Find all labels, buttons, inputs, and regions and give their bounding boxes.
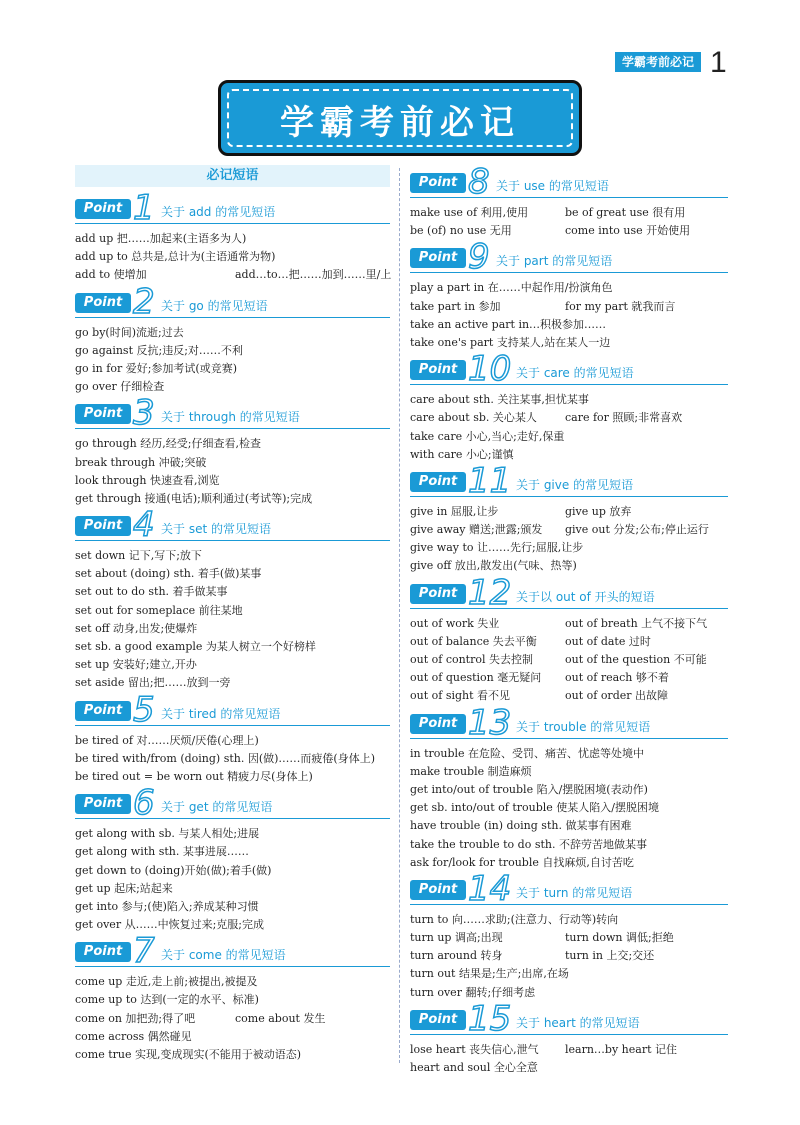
phrase-row [75,230,390,248]
phrase-text: set aside 留出;把……放到一旁 [75,676,231,690]
phrase-text: come about 发生 [235,1011,326,1025]
phrase-row [75,732,390,750]
point-badge: Point [410,1010,466,1030]
phrase-text: take the trouble to do sth. 不辞劳苦地做某事 [410,837,647,851]
phrase-row [75,674,390,692]
point-title: 关于 turn 的常见短语 [516,885,633,900]
phrase-text: go against 反抗;违反;对……不利 [75,343,243,357]
phrase-text: turn up 调高;出现 [410,931,503,945]
page-title: 学霸考前必记 [280,103,520,143]
phrase-row [410,539,728,557]
point-title: 关于 come 的常见短语 [161,948,286,963]
point-badge: Point [410,584,466,604]
phrase-row [75,1028,390,1046]
phrase-text: set out to do sth. 着手做某事 [75,585,228,599]
point-badge: Point [75,701,131,721]
column-divider [399,168,400,1063]
point-header [410,572,728,613]
phrase-row [410,334,728,352]
point-header [75,931,390,972]
point-title: 关于 add 的常见短语 [161,205,276,219]
phrase-row [410,836,728,854]
phrase-text: ask for/look for trouble 自找麻烦,自讨苦吃 [410,855,634,869]
phrase-text: out of balance 失去平衡 [410,634,537,648]
phrase-text: get through 接通(电话);顺利通过(考试等);完成 [75,491,313,505]
phrase-text: add up 把……加起来(主语多为人) [75,232,247,245]
phrase-text: come on 加把劲;得了吧 [75,1011,196,1025]
phrase-text: out of order 出故障 [565,689,669,703]
point-number: 6 [133,783,155,824]
point-number: 2 [133,281,155,322]
phrase-row [410,615,728,633]
phrase-text: be tired out = be worn out 精疲力尽(身体上) [75,769,313,783]
phrase-row [410,316,728,334]
phrase-text: out of the question 不可能 [565,653,707,666]
phrase-text: out of reach 够不着 [565,671,669,685]
point-title: 关于 through 的常见短语 [161,410,300,425]
phrase-row [75,583,390,601]
point-number: 10 [468,349,512,390]
phrase-text: get along with sb. 与某人相处;进展 [75,827,260,841]
phrase-text: set about (doing) sth. 着手(做)某事 [75,567,262,581]
phrase-text: give way to 让……先行;屈服,让步 [410,541,584,555]
phrase-text: add to 使增加 [75,268,147,282]
point-badge: Point [75,516,131,536]
point-header [410,868,728,909]
phrase-row [410,799,728,817]
phrase-row [410,204,728,222]
phrase-row [75,750,390,768]
point-header [75,393,390,434]
phrase-text: come up 走近,走上前;被提出,被提及 [75,975,258,989]
phrase-text: take part in 参加 [410,299,501,313]
phrase-text: get up 起床;站起来 [75,881,173,895]
phrase-text: come into use 开始使用 [565,224,691,238]
phrase-row [75,880,390,898]
phrase-row [75,991,390,1009]
point-title: 关于以 out of 开头的短语 [516,589,655,604]
point-title: 关于 heart 的常见短语 [516,1015,640,1030]
point-number: 4 [133,505,155,546]
phrase-text: care about sth. 关注某事,担忧某事 [410,393,589,407]
phrase-text: set up 安装好;建立,开办 [75,658,197,672]
point-title: 关于 get 的常见短语 [161,800,273,815]
point-header [410,162,728,202]
phrase-text: care about sb. 关心某人 [410,411,537,425]
phrase-text: lose heart 丧失信心,泄气 [410,1042,539,1056]
point-number: 1 [133,188,155,228]
phrase-text: give in 屈服,让步 [410,504,499,518]
point-title: 关于 part 的常见短语 [496,254,613,269]
phrase-text: out of work 失业 [410,616,500,630]
phrase-text: turn to 向……求助;(注意力、行动等)转向 [410,912,619,926]
right-column [410,162,728,1077]
point-header [75,783,390,824]
point-badge: Point [410,880,466,900]
phrase-row [75,248,390,266]
point-number: 12 [468,572,512,613]
left-column [75,165,390,1064]
phrase-text: go through 经历,经受;仔细查看,检查 [75,437,261,451]
phrase-row [410,279,728,297]
phrase-text: get into 参与;(使)陷入;养成某种习惯 [75,899,259,913]
point-header [75,188,390,228]
phrase-text: out of sight 看不见 [410,689,511,703]
page-number: 1 [710,46,727,79]
phrase-text: make trouble 制造麻烦 [410,764,532,778]
phrase-text: out of date 过时 [565,634,651,648]
header-tag: 学霸考前必记 [615,52,701,72]
phrase-text: turn around 转身 [410,949,503,963]
phrase-text: out of control 失去控制 [410,653,533,666]
phrase-row [410,409,728,427]
phrase-text: give off 放出,散发出(气味、热等) [410,559,577,573]
point-title: 关于 give 的常见短语 [516,477,634,492]
title-banner [218,80,582,156]
phrase-text: come up to 达到(一定的水平、标准) [75,993,259,1007]
phrase-text: turn in 上交;交还 [565,949,655,963]
point-number: 14 [468,868,512,909]
phrase-row [75,472,390,490]
point-badge: Point [410,360,466,380]
phrase-row [410,633,728,651]
point-header [410,460,728,501]
phrase-text: set sb. a good example 为某人树立一个好榜样 [75,640,316,653]
section-heading: 必记短语 [75,165,390,187]
phrase-text: break through 冲破;突破 [75,455,207,469]
phrase-text: turn down 调低;拒绝 [565,931,674,945]
phrase-text: give up 放弃 [565,504,632,518]
phrase-row [410,222,728,240]
phrase-text: take an active part in…积极参加…… [410,317,607,331]
phrase-row [410,391,728,409]
point-badge: Point [410,714,466,734]
phrase-text: learn…by heart 记住 [565,1042,678,1056]
phrase-text: get over 从……中恢复过来;克服;完成 [75,918,264,932]
phrase-row [75,1010,390,1028]
phrase-row [75,916,390,934]
phrase-row [75,435,390,453]
phrase-row [410,763,728,781]
phrase-text: give out 分发;公布;停止运行 [565,523,709,537]
phrase-row [75,360,390,378]
phrase-text: make use of 利用,使用 [410,206,529,219]
phrase-text: come across 偶然碰见 [75,1029,192,1043]
phrase-text: set down 记下,写下;放下 [75,549,202,563]
point-number: 11 [468,460,512,501]
phrase-text: look through 快速查看,浏览 [75,473,220,487]
phrase-text: go by(时间)流逝;过去 [75,325,184,339]
phrase-text: have trouble (in) doing sth. 做某事有困难 [410,819,632,833]
phrase-row [75,266,390,284]
phrase-row [75,547,390,565]
phrase-row [75,378,390,396]
phrase-text: heart and soul 全心全意 [410,1061,538,1074]
point-title: 关于 tired 的常见短语 [161,706,281,721]
phrase-text: with care 小心;谨慎 [410,447,514,461]
phrase-text: add up to 总共是,总计为(主语通常为物) [75,250,276,264]
phrase-text: out of question 毫无疑问 [410,671,542,685]
point-header [75,505,390,546]
phrase-text: add…to…把……加到……里/上 [235,268,392,282]
point-badge: Point [75,404,131,424]
phrase-text: turn over 翻转;仔细考虑 [410,985,536,999]
point-number: 8 [468,162,490,202]
point-title: 关于 go 的常见短语 [161,298,268,313]
phrase-row [75,768,390,786]
point-number: 15 [468,998,512,1039]
phrase-row [410,854,728,872]
point-title: 关于 trouble 的常见短语 [516,719,651,734]
phrase-text: go over 仔细检查 [75,380,165,394]
phrase-row [410,984,728,1002]
phrase-row [75,825,390,843]
phrase-text: get into/out of trouble 陷入/摆脱困境(表动作) [410,782,648,796]
phrase-row [410,298,728,316]
phrase-row [75,638,390,656]
phrase-row [410,428,728,446]
phrase-row [75,843,390,861]
phrase-row [75,862,390,880]
phrase-row [75,565,390,583]
phrase-row [410,1059,728,1077]
phrase-text: care for 照顾;非常喜欢 [565,411,683,425]
phrase-row [75,602,390,620]
phrase-text: take one's part 支持某人,站在某人一边 [410,335,611,349]
phrase-text: turn out 结果是;生产;出席,在场 [410,967,569,981]
phrase-row [410,1041,728,1059]
point-badge: Point [410,472,466,492]
phrase-row [410,651,728,669]
phrase-row [75,454,390,472]
point-badge: Point [75,199,131,219]
phrase-row [410,781,728,799]
point-number: 5 [133,689,155,730]
phrase-row [410,503,728,521]
phrase-text: get along with sth. 某事进展…… [75,845,249,859]
phrase-row [75,490,390,508]
point-number: 7 [133,931,155,972]
phrase-text: out of breath 上气不接下气 [565,616,708,630]
phrase-text: be of great use 很有用 [565,206,686,219]
phrase-row [410,947,728,965]
phrase-text: get down to (doing)开始(做);着手(做) [75,863,272,877]
phrase-row [75,973,390,991]
point-badge: Point [75,293,131,313]
point-title: 关于 use 的常见短语 [496,179,609,193]
phrase-row [410,557,728,575]
phrase-row [75,620,390,638]
phrase-row [410,687,728,705]
phrase-row [410,929,728,947]
point-header [75,689,390,730]
phrase-text: be tired of 对……厌烦/厌倦(心理上) [75,733,259,747]
phrase-row [410,745,728,763]
phrase-row [75,1046,390,1064]
point-badge: Point [410,173,466,193]
phrase-row [410,965,728,983]
phrase-text: in trouble 在危险、受罚、痛苦、忧虑等处境中 [410,746,645,760]
phrase-row [75,656,390,674]
point-number: 9 [468,237,490,278]
phrase-text: give away 赠送;泄露;颁发 [410,523,543,537]
point-number: 3 [133,393,155,434]
point-header [410,349,728,390]
point-header [410,998,728,1039]
phrase-text: go in for 爱好;参加考试(或竞赛) [75,361,237,375]
phrase-text: come true 实现,变成现实(不能用于被动语态) [75,1048,302,1061]
phrase-row [410,817,728,835]
phrase-text: play a part in 在……中起作用/扮演角色 [410,281,613,295]
point-title: 关于 care 的常见短语 [516,366,634,381]
phrase-row [410,911,728,929]
phrase-row [410,446,728,464]
point-header [410,702,728,743]
phrase-text: for my part 就我而言 [565,299,676,313]
phrase-row [75,898,390,916]
phrase-row [410,669,728,687]
phrase-row [75,342,390,360]
phrase-row [75,324,390,342]
phrase-text: get sb. into/out of trouble 使某人陷入/摆脱困境 [410,801,659,815]
phrase-text: be tired with/from (doing) sth. 因(做)……而疲倦(身体上) [75,751,376,765]
phrase-text: set off 动身,出发;使爆炸 [75,621,198,635]
point-header [75,281,390,322]
point-title: 关于 set 的常见短语 [161,522,271,537]
phrase-text: be (of) no use 无用 [410,224,512,238]
point-header [410,237,728,278]
phrase-text: take care 小心,当心;走好,保重 [410,429,565,443]
point-badge: Point [410,248,466,268]
point-badge: Point [75,794,131,814]
point-number: 13 [468,702,512,743]
phrase-text: set out for someplace 前往某地 [75,603,243,617]
point-badge: Point [75,942,131,962]
phrase-row [410,521,728,539]
